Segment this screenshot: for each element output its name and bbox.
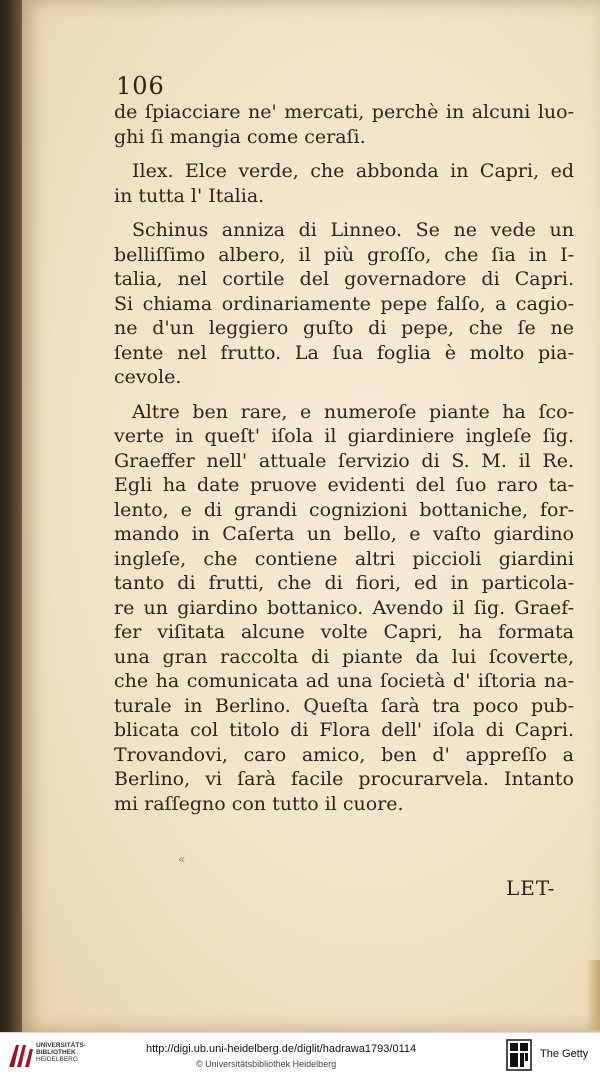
text-line: turale in Berlino. Queſta ſarà tra poco pub- bbox=[114, 694, 574, 717]
text-line: lento, e di grandi cognizioni bottaniche, for- bbox=[114, 498, 574, 521]
text-line: ſente nel frutto. La ſua foglia è molto pia- bbox=[114, 341, 574, 364]
text-line: Graeffer nell' attuale ſervizio di S. M. il Re. bbox=[114, 449, 574, 472]
text-line: in tutta l' Italia. bbox=[114, 184, 265, 207]
text-line: mando in Caſerta un bello, e vaſto giardino bbox=[114, 523, 574, 545]
permalink-url[interactable]: http://digi.ub.uni-heidelberg.de/diglit/hadrawa1793/0114 bbox=[146, 1043, 417, 1055]
page-edge-stain bbox=[586, 960, 600, 1030]
text-line: Berlino, vi ſarà facile procurarvela. Intanto bbox=[114, 768, 574, 790]
paragraph-gap bbox=[114, 149, 574, 159]
paragraph-gap bbox=[114, 390, 574, 400]
text-line: ghi ſi mangia come ceraſi. bbox=[114, 125, 366, 148]
text-line: de ſpiacciare ne' mercati, perchè in alcuni luo- bbox=[114, 101, 574, 123]
page-number: 106 bbox=[116, 72, 165, 100]
text-line: blicata col titolo di Flora dell' iſola di Capri. bbox=[114, 719, 574, 741]
page-body-text bbox=[114, 100, 574, 816]
text-line: fer viſitata alcune volte Capri, ha formata bbox=[114, 621, 574, 643]
text-line: cevole. bbox=[114, 366, 182, 388]
library-name-line: UNIVERSITÄTS- bbox=[36, 1042, 86, 1049]
library-name bbox=[36, 1042, 86, 1063]
text-line: talia, nel cortile del governadore di Capri. bbox=[114, 268, 574, 290]
getty-logo-icon[interactable] bbox=[506, 1039, 532, 1071]
text-line: Egli ha date pruove evidenti del ſuo raro ta- bbox=[114, 474, 574, 496]
catchword: LET- bbox=[506, 876, 556, 900]
text-line: Ilex. Elce verde, che abbonda in Capri, ed bbox=[132, 160, 574, 182]
library-name-line: BIBLIOTHEK bbox=[36, 1049, 76, 1056]
text-line: Schinus anniza di Linneo. Se ne vede un bbox=[132, 219, 574, 241]
text-line: ne d'un leggiero guſto di pepe, che ſe ne bbox=[114, 317, 574, 339]
ink-speck: « bbox=[178, 852, 186, 866]
partner-name: The Getty bbox=[540, 1048, 589, 1060]
text-line: Si chiama ordinariamente pepe falſo, a cagio- bbox=[114, 292, 574, 315]
text-line: mi raſſegno con tutto il cuore. bbox=[114, 792, 404, 815]
text-line: una gran raccolta di piante da lui ſcoverte, bbox=[114, 645, 574, 668]
copyright-notice: © Universitätsbibliothek Heidelberg bbox=[196, 1059, 337, 1069]
heidelberg-university-logo-icon[interactable] bbox=[6, 1039, 38, 1071]
text-line: re un giardino bottanico. Avendo il ſig. Graef- bbox=[114, 596, 574, 619]
text-line: belliſſimo albero, il più groſſo, che ſia in I- bbox=[114, 243, 574, 266]
text-line: ingleſe, che contiene altri piccioli giardini bbox=[114, 547, 574, 570]
text-line: Trovandovi, caro amico, ben d' appreſſo a bbox=[114, 743, 574, 766]
text-line: verte in queſt' iſola il giardiniere ingleſe ſig. bbox=[114, 425, 574, 447]
library-name-line: HEIDELBERG bbox=[36, 1056, 78, 1063]
paragraph-gap bbox=[114, 208, 574, 218]
text-line: Altre ben rare, e numeroſe piante ha ſco- bbox=[132, 400, 574, 423]
text-line: tanto di frutti, che di fiori, ed in particola- bbox=[114, 572, 574, 594]
viewer-footer-bar bbox=[0, 1032, 600, 1077]
book-gutter-edge bbox=[0, 0, 22, 1032]
text-line: che ha comunicata ad una ſocietà d' iſtoria na- bbox=[114, 670, 574, 692]
